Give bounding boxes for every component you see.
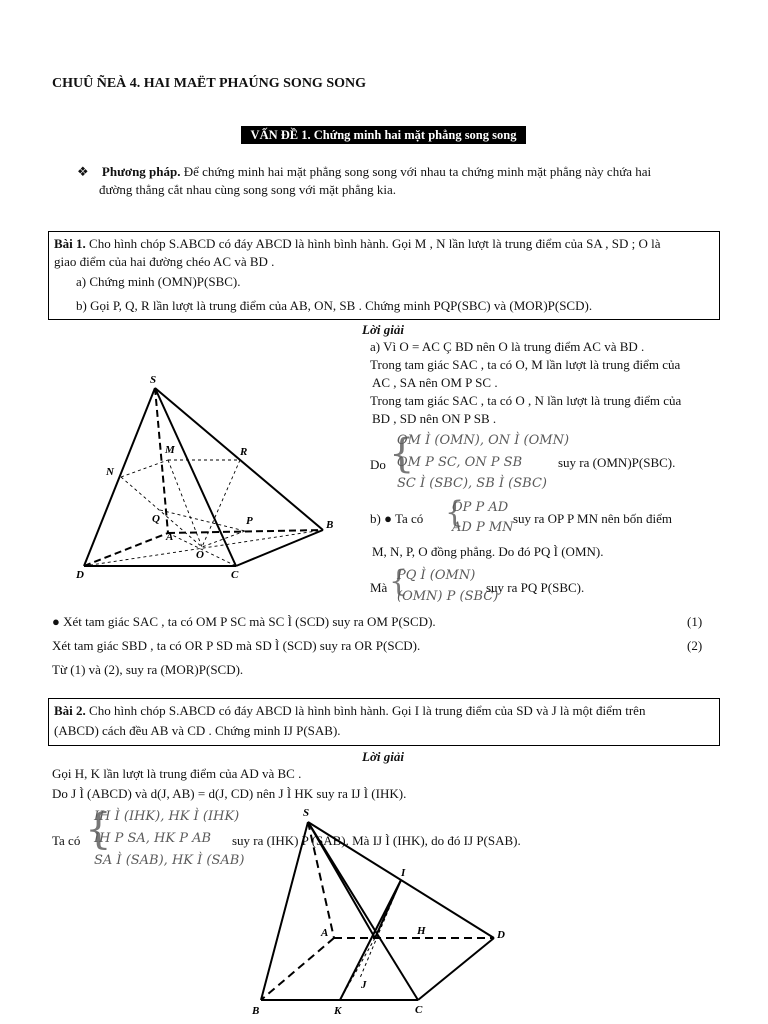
sol1-sys3-r1: PQ Ì (OMN) [397, 568, 476, 583]
sol1-sys2-r1: OP P AD [452, 500, 509, 515]
sol1-x3: Từ (1) và (2), suy ra (MOR)P(SCD). [52, 662, 244, 677]
fig1-label-M: M [165, 444, 175, 456]
sol1-sys1-result: suy ra (OMN)P(SBC). [558, 455, 676, 470]
seg-HK [340, 938, 375, 1000]
fig1-label-R: R [240, 446, 248, 458]
fig2-label-H: H [417, 925, 426, 937]
method-label: Phương pháp. [101, 164, 181, 179]
brace-icon: { [389, 564, 409, 599]
sol1-a4: Trong tam giác SAC , ta có O , N lần lượt là trung điểm của [370, 393, 682, 408]
sol1-b2: M, N, P, O đồng phẳng. Do đó PQ Ì (OMN). [372, 544, 604, 559]
fig1-label-A: A [166, 531, 174, 543]
sol2-sys-r2: IH P SA, HK P AB [94, 831, 212, 846]
bai1-text-1: Cho hình chóp S.ABCD có đáy ABCD là hình bình hành. Gọi M , N lần lượt là trung điểm của SA , SD ; O là [89, 236, 661, 251]
sol2-taco-label: Ta có [52, 833, 81, 848]
edge-SB [261, 822, 308, 1000]
sol1-sys1-r2: OM P SC, ON P SB [397, 455, 523, 470]
sol2-result: suy ra (IHK) P (SAB). Mà IJ Ì (IHK), do đó IJ P(SAB). [232, 833, 521, 848]
bai2-line-2: (ABCD) cách đều AB và CD . Chứng minh IJ P(SAB). [54, 723, 341, 738]
fig1-label-D: D [76, 569, 84, 581]
fig1-label-Q: Q [152, 513, 160, 525]
sol1-a1: a) Vì O = AC Ç BD nên O là trung điểm AC và BD . [370, 339, 645, 354]
edge-CD [418, 938, 494, 1000]
sol1-a2: Trong tam giác SAC , ta có O, M lần lượt là trung điểm của [370, 357, 681, 372]
sol1-sys1-r1: OM Ì (OMN), ON Ì (OMN) [397, 433, 570, 448]
sol1-x1: ● Xét tam giác SAC , ta có OM P SC mà SC Ì (SCD) suy ra OM P(SCD). [52, 614, 436, 629]
bai1-part-b: b) Gọi P, Q, R lần lượt là trung điểm của AB, ON, SB . Chứng minh PQP(SBC) và (MOR)P(SCD). [76, 298, 593, 313]
sol1-a5: BD , SD nên ON P SB . [372, 411, 497, 426]
fig1-label-N: N [106, 466, 114, 478]
fig1-label-B: B [326, 519, 334, 531]
brace-icon: { [445, 495, 465, 530]
chapter-title: CHUÛ ÑEÀ 4. HAI MAËT PHAÚNG SONG SONG [52, 76, 366, 91]
fig1-label-C: C [231, 569, 239, 581]
sol1-sys2-r2: AD P MN [452, 520, 514, 535]
fig2-label-D: D [497, 929, 505, 941]
bai2-label: Bài 2. [54, 703, 86, 718]
fig1-label-S: S [150, 374, 157, 386]
bai2-text-1: Cho hình chóp S.ABCD có đáy ABCD là hình bình hành. Gọi I là trung điểm của SD và J là một điểm trên [89, 703, 646, 718]
sol2-sys-r3: SA Ì (SAB), HK Ì (SAB) [94, 853, 245, 868]
edge-AB-hidden [261, 938, 334, 1000]
sol1-sys3-r2: (OMN) P (SBC) [397, 589, 499, 604]
method-text-2: đường thẳng cắt nhau cùng song song với mặt phẳng kia. [99, 182, 396, 197]
sol1-sys1-r3: SC Ì (SBC), SB Ì (SBC) [397, 476, 547, 491]
diamond-bullet-icon: ❖ [77, 164, 89, 179]
method-text-1: Để chứng minh hai mặt phẳng song song với nhau ta chứng minh mặt phẳng này chứa hai [183, 164, 652, 179]
sol2-sys-r1: IH Ì (IHK), HK Ì (IHK) [94, 809, 240, 824]
fig1-label-O: O [196, 549, 204, 561]
sol1-a3: AC , SA nên OM P SC . [372, 375, 498, 390]
sol1-x2-num: (2) [687, 638, 703, 653]
fig1-label-P: P [246, 515, 253, 527]
bai1-part-a: a) Chứng minh (OMN)P(SBC). [76, 274, 241, 289]
brace-icon: { [389, 431, 415, 477]
edge-SH [308, 822, 375, 938]
bai1-label: Bài 1. [54, 236, 86, 251]
sol2-l1: Gọi H, K lần lượt là trung điểm của AD và BC . [52, 766, 302, 781]
fig2-label-A: A [321, 927, 329, 939]
brace-icon: { [85, 804, 112, 853]
fig2-label-J: J [361, 979, 367, 991]
sol1-b-label: b) ● Ta có [370, 511, 424, 526]
sol1-ma-label: Mà [370, 580, 388, 595]
sol1-x1-num: (1) [687, 614, 703, 629]
fig2-label-C: C [415, 1004, 423, 1016]
loigiai-1-heading: Lời giải [362, 322, 405, 337]
sol1-x2: Xét tam giác SBD , ta có OR P SD mà SD Ì (SCD) suy ra OR P(SCD). [52, 638, 421, 653]
sol1-do-label: Do [370, 457, 386, 472]
sol2-l2: Do J Ì (ABCD) và d(J, AB) = d(J, CD) nên J Ì HK suy ra IJ Ì (IHK). [52, 786, 407, 801]
edge-SA-hidden [308, 822, 334, 938]
loigiai-2-heading: Lời giải [362, 749, 405, 764]
fig2-label-I: I [401, 867, 406, 879]
bai1-line-2: giao điểm của hai đường chéo AC và BD . [54, 254, 275, 269]
sol1-sys2-result: suy ra OP P MN nên bốn điểm [513, 511, 673, 526]
section-title: VẤN ĐỀ 1. Chứng minh hai mặt phẳng song song [241, 126, 526, 144]
sol1-sys3-result: suy ra PQ P(SBC). [486, 580, 585, 595]
edge-IK [340, 880, 401, 1000]
fig2-label-S: S [303, 807, 310, 819]
fig2-label-B: B [252, 1005, 260, 1017]
fig2-label-K: K [334, 1005, 342, 1017]
